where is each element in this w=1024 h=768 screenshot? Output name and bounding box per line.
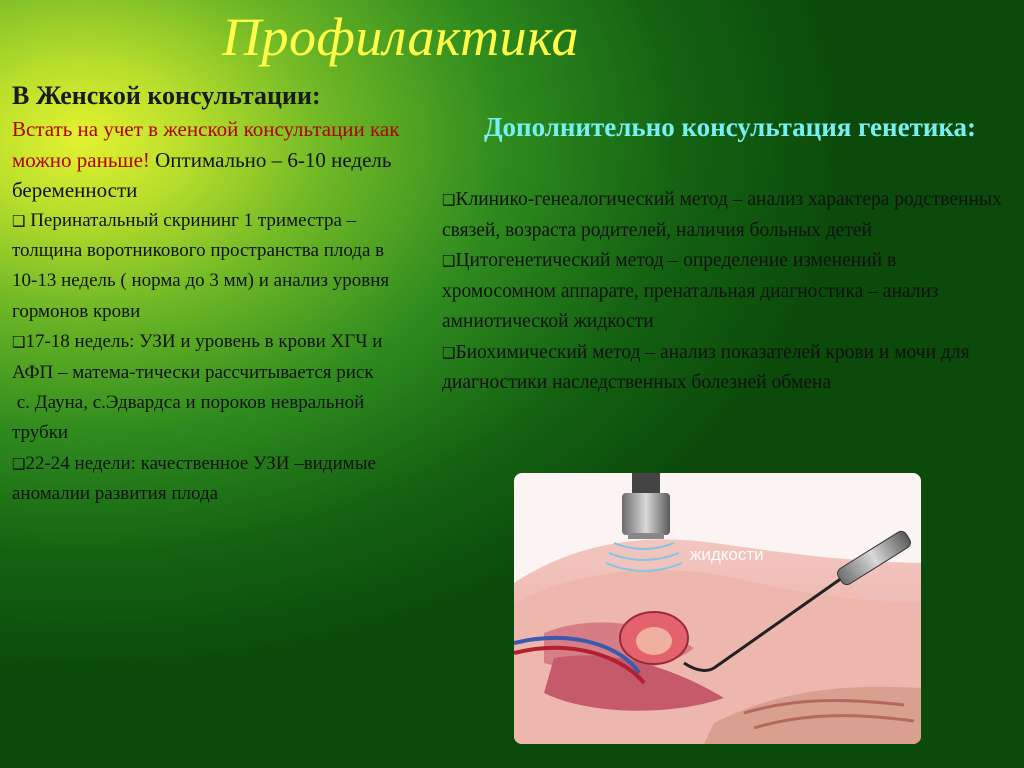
- checkbox-bullet-icon: ❑: [442, 252, 456, 270]
- checkbox-bullet-icon: ❑: [12, 454, 26, 473]
- checkbox-bullet-icon: ❑: [12, 211, 26, 230]
- left-bullet-2: ❑17-18 недель: УЗИ и уровень в крови ХГЧ и АФП – матема-тически рассчитывается риск: [12, 331, 383, 383]
- checkbox-bullet-icon: ❑: [442, 191, 456, 209]
- left-column: [12, 78, 402, 510]
- amniocentesis-diagram: [514, 473, 921, 744]
- right-column: [442, 185, 1014, 399]
- left-bullet-3: ❑22-24 недели: качественное УЗИ –видимые аномалии развития плода: [12, 452, 376, 505]
- intro-black-text: Оптимально – 6-10 недель беременности: [12, 147, 392, 202]
- right-bullet-1: ❑Клинико-генеалогический метод – анализ характера родственных связей, возраста родителей, наличия больных детей: [442, 189, 1002, 241]
- amniocentesis-illustration: [514, 473, 921, 744]
- slide-title: Профилактика: [222, 7, 579, 67]
- illustration-label: жидкости: [690, 545, 764, 564]
- left-heading: В Женской консультации:: [12, 81, 321, 110]
- intro-paragraph: [12, 114, 402, 206]
- left-bullet-2-cont: с. Дауна, с.Эдвардса и пороков невральной трубки: [12, 391, 365, 444]
- right-heading: Дополнительно консультация генетика:: [483, 112, 977, 142]
- left-bullet-1: ❑ Перинатальный скрининг 1 триместра – толщина воротникового пространства плода в 10-13 недель ( норма до 3 мм) и анализ уровня гормонов крови: [12, 209, 390, 322]
- intro-red-text: Встать на учет в женской консультации как можно раньше!: [12, 117, 400, 172]
- checkbox-bullet-icon: ❑: [442, 343, 456, 362]
- checkbox-bullet-icon: ❑: [12, 333, 26, 352]
- right-bullet-3: ❑Биохимический метод – анализ показателей крови и мочи для диагностики наследственных болезней обмена: [442, 341, 970, 393]
- right-bullet-2: ❑Цитогенетический метод – определение изменений в хромосомном аппарате, пренатальная диагностика – анализ амниотической жидкости: [442, 250, 939, 332]
